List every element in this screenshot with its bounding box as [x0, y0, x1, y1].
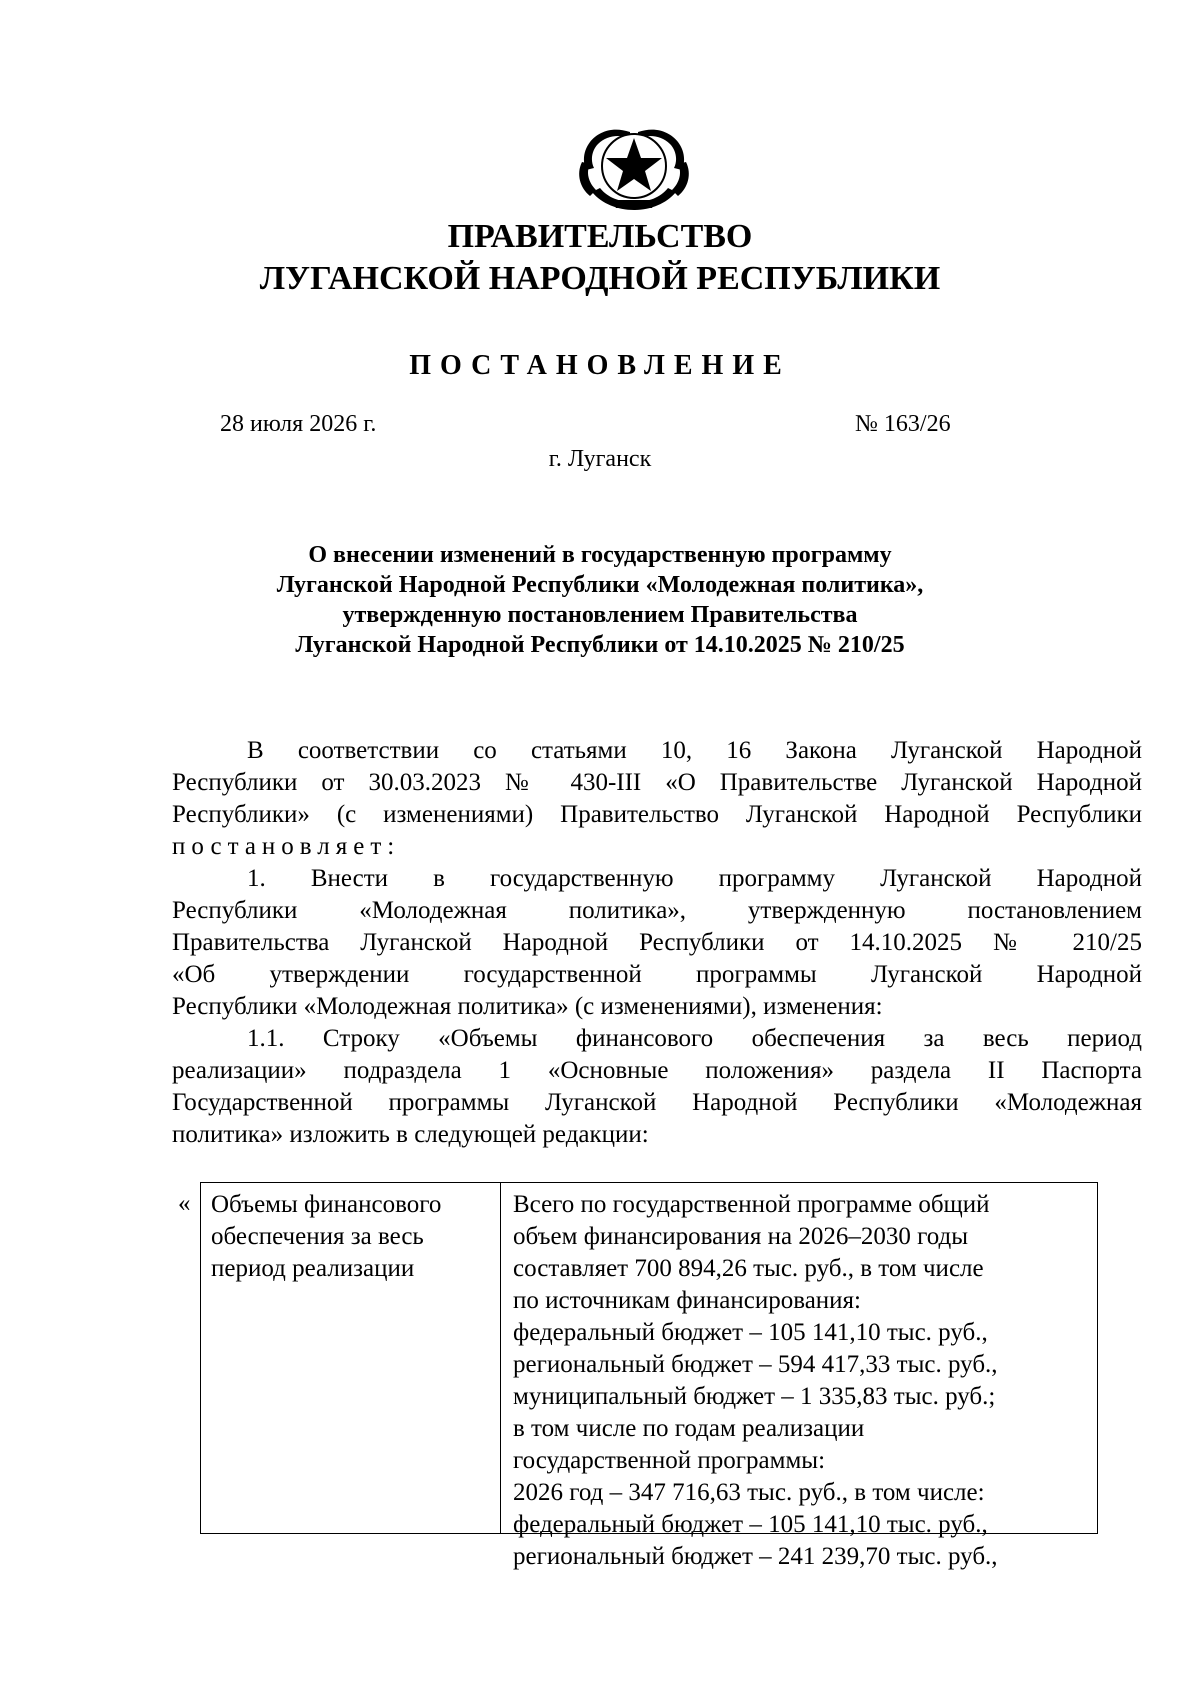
decree-type: ПОСТАНОВЛЕНИЕ	[409, 350, 791, 381]
body-line: Республики «Молодежная политика», утвержденную постановлением	[172, 897, 1142, 924]
table-cell-line: обеспечения за весь	[211, 1223, 424, 1250]
subject-line: Луганской Народной Республики «Молодежная политика»,	[276, 572, 924, 598]
body-line: Республики» (с изменениями) Правительство Луганской Народной Республики	[172, 801, 1142, 828]
subject-line: утвержденную постановлением Правительства	[342, 602, 858, 628]
body-line: Республики от 30.03.2023 № 430-III «О Правительстве Луганской Народной	[172, 769, 1142, 796]
body-line: Республики «Молодежная политика» (с изменениями), изменения:	[172, 993, 883, 1020]
decree-date: 28 июля 2026 г.	[220, 411, 377, 437]
decree-body	[172, 735, 1142, 1151]
body-line: постановляет:	[172, 833, 401, 860]
table-cell-line: 2026 год – 347 716,63 тыс. руб., в том числе:	[513, 1479, 985, 1506]
table-cell-line: региональный бюджет – 594 417,33 тыс. руб.,	[513, 1351, 998, 1378]
subject-line: Луганской Народной Республики от 14.10.2025 № 210/25	[295, 632, 905, 658]
table-cell-line: региональный бюджет – 241 239,70 тыс. руб.,	[513, 1543, 998, 1570]
body-line: политика» изложить в следующей редакции:	[172, 1121, 649, 1148]
opening-quote: «	[178, 1190, 191, 1217]
funding-table	[200, 1182, 1098, 1570]
table-cell-label	[211, 1189, 491, 1285]
body-line: 1.1. Строку «Объемы финансового обеспечения за весь период	[247, 1025, 1142, 1052]
body-line: В соответствии со статьями 10, 16 Закона Луганской Народной	[247, 737, 1142, 764]
table-cell-line: составляет 700 894,26 тыс. руб., в том числе	[513, 1255, 984, 1282]
decree-city: г. Луганск	[548, 446, 652, 472]
decree-subject	[0, 540, 1200, 660]
body-line: Государственной программы Луганской Народной Республики «Молодежная	[172, 1089, 1142, 1116]
table-cell-line: Объемы финансового	[211, 1191, 442, 1218]
body-line: «Об утверждении государственной программы Луганской Народной	[172, 961, 1142, 988]
government-title-line2: ЛУГАНСКОЙ НАРОДНОЙ РЕСПУБЛИКИ	[259, 260, 941, 297]
table-cell-value	[513, 1189, 1089, 1573]
table-cell-line: федеральный бюджет – 105 141,10 тыс. руб.,	[513, 1319, 988, 1346]
table-column-divider	[500, 1183, 501, 1533]
decree-number: № 163/26	[855, 411, 951, 437]
table-cell-line: муниципальный бюджет – 1 335,83 тыс. руб.;	[513, 1383, 996, 1410]
government-title-line1: ПРАВИТЕЛЬСТВО	[447, 218, 753, 255]
body-line: реализации» подраздела 1 «Основные положения» раздела II Паспорта	[172, 1057, 1142, 1084]
coat-of-arms-icon	[572, 120, 696, 212]
table-cell-line: государственной программы:	[513, 1447, 826, 1474]
table-cell-line: в том числе по годам реализации	[513, 1415, 865, 1442]
table-cell-line: федеральный бюджет – 105 141,10 тыс. руб.,	[513, 1511, 988, 1538]
subject-line: О внесении изменений в государственную программу	[308, 542, 892, 568]
table-cell-line: Всего по государственной программе общий	[513, 1191, 990, 1218]
table-cell-line: объем финансирования на 2026–2030 годы	[513, 1223, 969, 1250]
table-cell-line: период реализации	[211, 1255, 415, 1282]
body-line: Правительства Луганской Народной Республики от 14.10.2025 № 210/25	[172, 929, 1142, 956]
table-cell-line: по источникам финансирования:	[513, 1287, 861, 1314]
body-line: 1. Внести в государственную программу Луганской Народной	[247, 865, 1142, 892]
